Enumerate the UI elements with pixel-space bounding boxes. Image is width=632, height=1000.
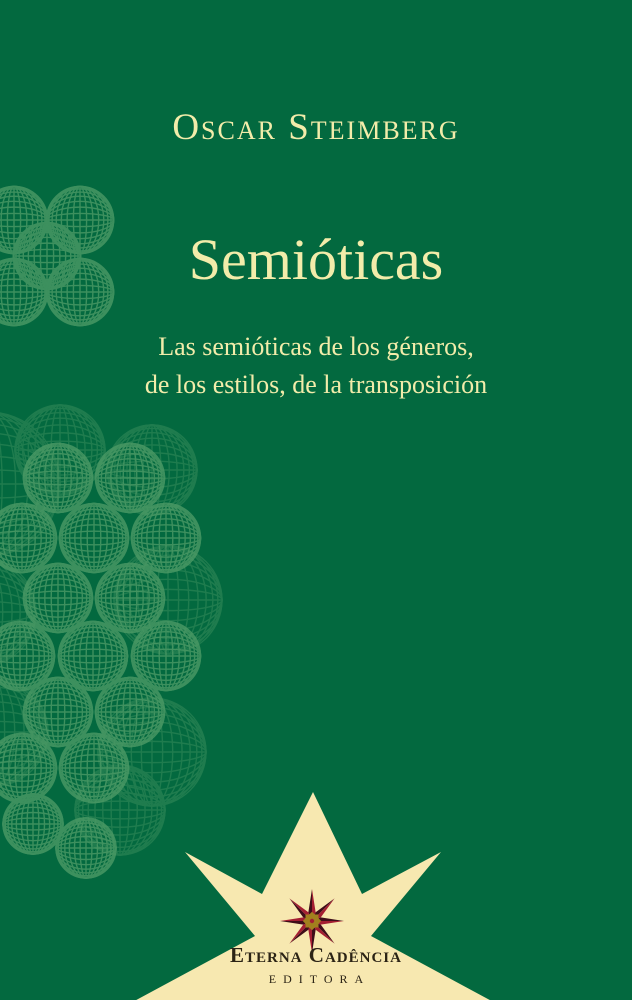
publisher-name: Eterna Cadência bbox=[230, 943, 402, 967]
book-subtitle bbox=[0, 328, 632, 404]
subtitle-line-2: de los estilos, de la transposición bbox=[144, 370, 488, 399]
book-title: Semióticas bbox=[188, 227, 444, 292]
publisher-tagline: EDITORA bbox=[268, 972, 371, 986]
subtitle-line-1: Las semióticas de los géneros, bbox=[158, 332, 474, 361]
author-name: Oscar Steimberg bbox=[172, 107, 460, 148]
